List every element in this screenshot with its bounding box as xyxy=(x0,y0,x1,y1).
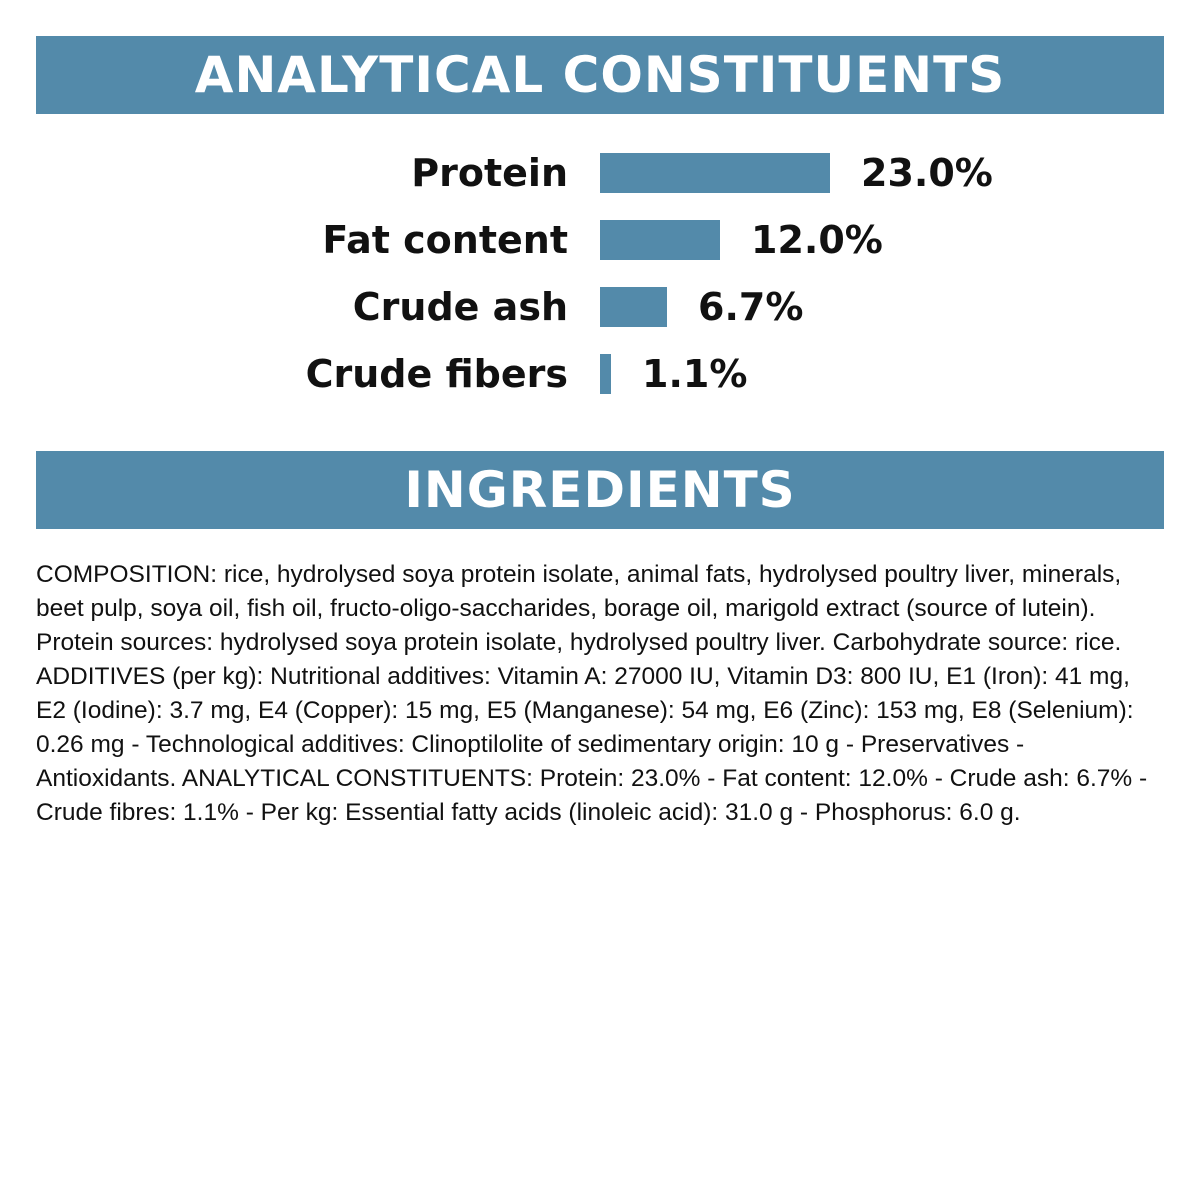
bar-fat-content xyxy=(600,220,720,260)
category-label-fat-content: Fat content xyxy=(322,218,568,262)
ingredients-text: COMPOSITION: rice, hydrolysed soya protein isolate, animal fats, hydrolysed poultry liver, minerals, beet pulp, soya oil, fish oil, fructo-oligo-saccharides, borage oil, marigold extract (source of lutein). Protein sources: hydrolysed soya protein isolate, hydrolysed poultry liver. Carbohydrate source: rice. ADDITIVES (per kg): Nutritional additives: Vitamin A: 27000 IU, Vitamin D3: 800 IU, E1 (Iron): 41 mg, E2 (Iodine): 3.7 mg, E4 (Copper): 15 mg, E5 (Manganese): 54 mg, E6 (Zinc): 153 mg, E8 (Selenium): 0.26 mg - Technological additives: Clinoptilolite of sedimentary origin: 10 g - Preservatives - Antioxidants. ANALYTICAL CONSTITUENTS: Protein: 23.0% - Fat content: 12.0% - Crude ash: 6.7% - Crude fibres: 1.1% - Per kg: Essential fatty acids (linoleic acid): 31.0 g - Phosphorus: 6.0 g. xyxy=(36,561,1148,826)
bar-crude-ash xyxy=(600,287,667,327)
category-label-crude-ash: Crude ash xyxy=(352,285,568,329)
analytical-constituents-banner xyxy=(36,36,1164,114)
value-label-crude-fibers: 1.1% xyxy=(642,352,748,396)
value-label-crude-ash: 6.7% xyxy=(698,285,804,329)
analytical-constituents-title: ANALYTICAL CONSTITUENTS xyxy=(194,46,1006,104)
value-label-protein: 23.0% xyxy=(861,151,993,195)
category-label-crude-fibers: Crude fibers xyxy=(305,352,568,396)
bar-crude-fibers xyxy=(600,354,611,394)
ingredients-title: INGREDIENTS xyxy=(404,461,796,519)
ingredients-banner xyxy=(36,451,1164,529)
value-label-fat-content: 12.0% xyxy=(751,218,883,262)
analytical-constituents-chart xyxy=(0,140,1200,420)
category-label-protein: Protein xyxy=(411,151,568,195)
bar-protein xyxy=(600,153,830,193)
